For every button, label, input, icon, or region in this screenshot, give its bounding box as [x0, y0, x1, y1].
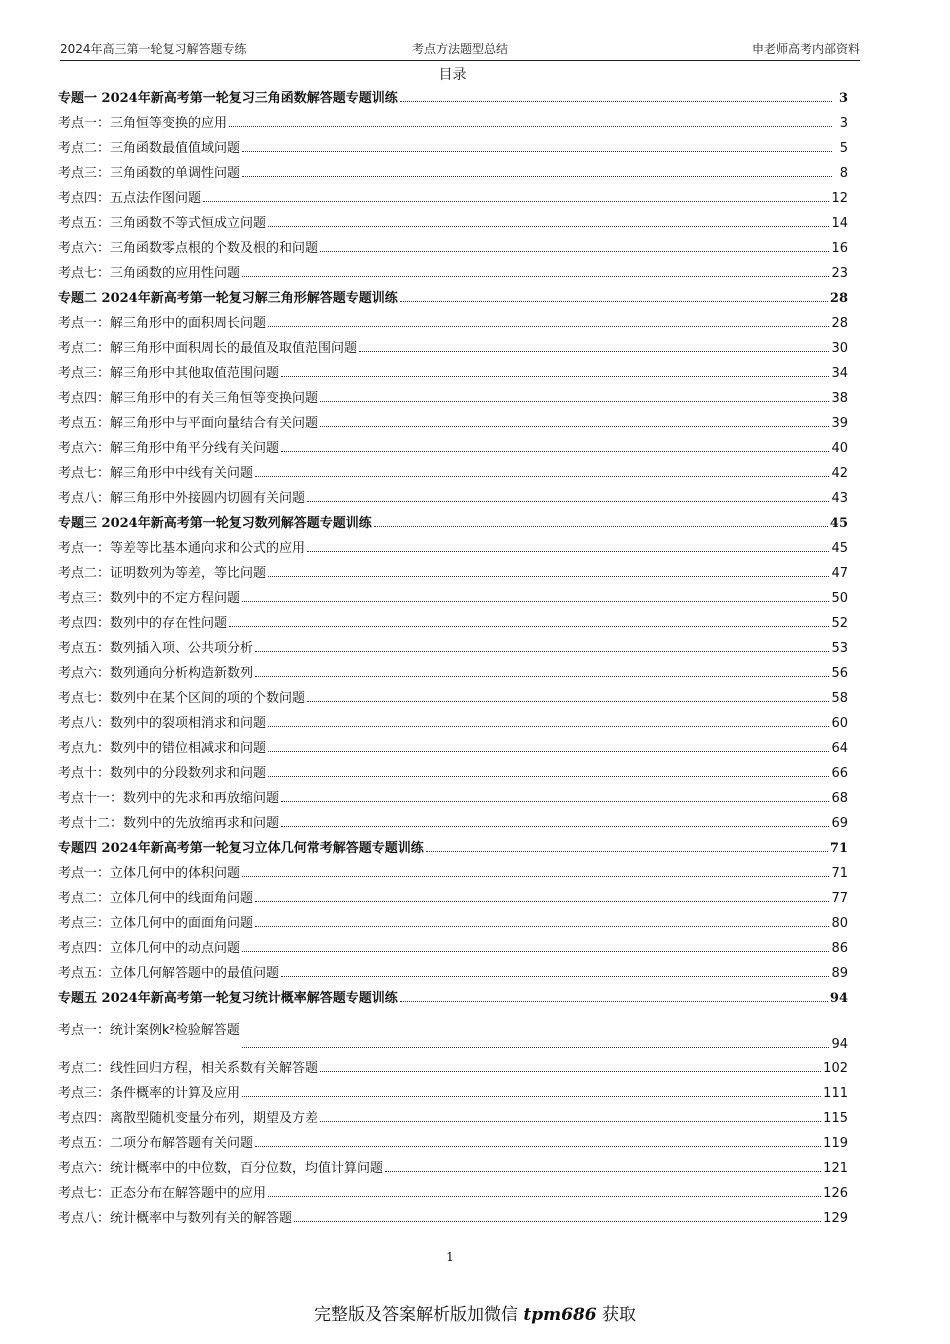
toc-entry-title: 考点三：数列中的不定方程问题 [58, 591, 241, 606]
toc-entry-title: 考点五：解三角形中与平面向量结合有关问题 [58, 416, 319, 431]
toc-entry-page: 94 [831, 1037, 848, 1052]
toc-item-entry [58, 161, 848, 186]
toc-item-entry [58, 336, 848, 361]
toc-title: 目录 [438, 67, 467, 83]
toc-entry-title: 专题五 2024年新高考第一轮复习统计概率解答题专题训练 [58, 991, 398, 1006]
toc-dot-leader [320, 401, 829, 402]
toc-entry-title: 考点五：立体几何解答题中的最值问题 [58, 966, 280, 981]
toc-dot-leader [320, 251, 829, 252]
toc-entry-page: 58 [831, 691, 848, 706]
toc-entry-page: 42 [831, 466, 848, 481]
footer-text-after: 获取 [602, 1305, 637, 1325]
toc-item-entry [58, 486, 848, 511]
toc-item-entry [58, 811, 848, 836]
toc-entry-title: 考点一：等差等比基本通向求和公式的应用 [58, 541, 306, 556]
toc-dot-leader [307, 701, 829, 702]
toc-entry-title: 考点一：统计案例k²检验解答题 [58, 1023, 240, 1038]
toc-entry-page: 5 [839, 141, 848, 156]
toc-entry-title: 专题二 2024年新高考第一轮复习解三角形解答题专题训练 [58, 291, 398, 306]
toc-entry-page: 3 [839, 116, 848, 131]
toc-dot-leader [268, 776, 829, 777]
toc-entry-page: 60 [831, 716, 848, 731]
toc-dot-leader [268, 226, 829, 227]
toc-entry-page: 111 [823, 1086, 848, 1101]
toc-entry-page: 8 [839, 166, 848, 181]
toc-entry-page: 34 [831, 366, 848, 381]
toc-entry-page: 56 [831, 666, 848, 681]
toc-item-entry [58, 186, 848, 211]
page-header [60, 40, 860, 60]
toc-entry-title: 专题三 2024年新高考第一轮复习数列解答题专题训练 [58, 516, 372, 531]
toc-entry-title: 专题四 2024年新高考第一轮复习立体几何常考解答题专题训练 [58, 841, 424, 856]
toc-entry-page: 86 [831, 941, 848, 956]
toc-dot-leader [359, 351, 829, 352]
toc-dot-leader [255, 676, 829, 677]
toc-dot-leader [242, 1096, 821, 1097]
toc-entry-page: 64 [831, 741, 848, 756]
toc-dot-leader [374, 526, 828, 527]
toc-dot-leader [229, 626, 829, 627]
toc-entry-page: 52 [831, 616, 848, 631]
toc-chapter-entry [58, 286, 848, 311]
toc-entry-title: 考点五：三角函数不等式恒成立问题 [58, 216, 267, 231]
toc-item-entry [58, 1131, 848, 1156]
toc-entry-title: 考点三：解三角形中其他取值范围问题 [58, 366, 280, 381]
toc-entry-page: 40 [831, 441, 848, 456]
toc-entry-title: 考点四：五点法作图问题 [58, 191, 202, 206]
toc-entry-page: 71 [829, 841, 848, 856]
toc-item-entry [58, 586, 848, 611]
toc-dot-leader [400, 301, 828, 302]
toc-dot-leader [320, 426, 829, 427]
toc-item-entry [58, 136, 848, 161]
toc-entry-title: 考点三：条件概率的计算及应用 [58, 1086, 241, 1101]
toc-dot-leader [268, 326, 829, 327]
toc-dot-leader [268, 726, 829, 727]
toc-entry-title: 考点一：解三角形中的面积周长问题 [58, 316, 267, 331]
toc-item-entry [58, 1156, 848, 1181]
toc-dot-leader [255, 476, 829, 477]
toc-item-entry [58, 761, 848, 786]
footer-text-before: 完整版及答案解析版加微信 [313, 1305, 518, 1325]
toc-dot-leader [320, 1121, 821, 1122]
toc-item-entry [58, 411, 848, 436]
toc-dot-leader [281, 451, 829, 452]
toc-entry-title: 考点八：数列中的裂项相消求和问题 [58, 716, 267, 731]
toc-entry-page: 38 [831, 391, 848, 406]
toc-entry-title: 专题一 2024年新高考第一轮复习三角函数解答题专题训练 [58, 91, 398, 106]
toc-dot-leader [255, 901, 829, 902]
toc-item-entry [58, 1056, 848, 1081]
table-of-contents [58, 86, 848, 1231]
toc-dot-leader [294, 1221, 821, 1222]
toc-entry-title: 考点六：三角函数零点根的个数及根的和问题 [58, 241, 319, 256]
toc-entry-page: 50 [831, 591, 848, 606]
toc-entry-title: 考点二：三角函数最值值域问题 [58, 141, 241, 156]
toc-entry-title: 考点九：数列中的错位相减求和问题 [58, 741, 267, 756]
toc-entry-title: 考点七：解三角形中中线有关问题 [58, 466, 254, 481]
toc-entry-page: 45 [831, 541, 848, 556]
toc-entry-title: 考点十一：数列中的先求和再放缩问题 [58, 791, 280, 806]
toc-item-entry [58, 611, 848, 636]
toc-item-entry [58, 961, 848, 986]
toc-dot-leader [203, 201, 829, 202]
toc-item-entry [58, 1106, 848, 1131]
toc-dot-leader [242, 176, 832, 177]
toc-entry-page: 39 [831, 416, 848, 431]
toc-entry-title: 考点八：统计概率中与数列有关的解答题 [58, 1211, 293, 1226]
toc-item-entry [58, 236, 848, 261]
header-divider [60, 60, 860, 61]
footer-wechat-id: tpm686 [523, 1305, 597, 1325]
toc-item-entry [58, 886, 848, 911]
toc-entry-page: 68 [831, 791, 848, 806]
toc-entry-page: 71 [831, 866, 848, 881]
toc-entry-page: 23 [831, 266, 848, 281]
toc-item-entry [58, 786, 848, 811]
toc-entry-title: 考点二：立体几何中的线面角问题 [58, 891, 254, 906]
page-number: 1 [446, 1250, 454, 1264]
toc-item-entry [58, 311, 848, 336]
toc-entry-title: 考点三：三角函数的单调性问题 [58, 166, 241, 181]
header-left-text: 2024年高三第一轮复习解答题专练 [60, 42, 247, 56]
toc-entry-page: 30 [831, 341, 848, 356]
toc-entry-title: 考点四：离散型随机变量分布列，期望及方差 [58, 1111, 319, 1126]
toc-dot-leader [229, 126, 832, 127]
toc-entry-title: 考点四：立体几何中的动点问题 [58, 941, 241, 956]
toc-item-entry [58, 211, 848, 236]
toc-dot-leader [281, 976, 829, 977]
toc-chapter-entry [58, 986, 848, 1011]
toc-item-entry [58, 361, 848, 386]
toc-item-entry [58, 261, 848, 286]
toc-entry-page: 14 [831, 216, 848, 231]
toc-entry-page: 102 [823, 1061, 848, 1076]
toc-entry-page: 47 [831, 566, 848, 581]
toc-entry-page: 129 [823, 1211, 848, 1226]
toc-dot-leader [242, 951, 829, 952]
toc-entry-page: 94 [829, 991, 848, 1006]
toc-entry-title: 考点七：三角函数的应用性问题 [58, 266, 241, 281]
toc-entry-title: 考点一：三角恒等变换的应用 [58, 116, 228, 131]
toc-chapter-entry [58, 836, 848, 861]
toc-item-entry [58, 386, 848, 411]
toc-entry-page: 16 [831, 241, 848, 256]
toc-item-entry [58, 636, 848, 661]
toc-entry-page: 12 [831, 191, 848, 206]
toc-item-entry [58, 661, 848, 686]
toc-dot-leader [400, 101, 832, 102]
toc-dot-leader [268, 751, 829, 752]
toc-entry-page: 53 [831, 641, 848, 656]
toc-chapter-entry [58, 511, 848, 536]
toc-item-entry [58, 1181, 848, 1206]
toc-item-entry [58, 686, 848, 711]
toc-entry-title: 考点五：二项分布解答题有关问题 [58, 1136, 254, 1151]
toc-entry-title: 考点六：解三角形中角平分线有关问题 [58, 441, 280, 456]
toc-entry-page: 121 [823, 1161, 848, 1176]
toc-item-entry [58, 936, 848, 961]
toc-dot-leader [255, 926, 829, 927]
toc-dot-leader [255, 1146, 821, 1147]
toc-item-entry [58, 911, 848, 936]
toc-entry-title: 考点十二：数列中的先放缩再求和问题 [58, 816, 280, 831]
toc-entry-title: 考点二：线性回归方程，相关系数有关解答题 [58, 1061, 319, 1076]
footer-note [0, 1300, 950, 1325]
toc-entry-title: 考点七：数列中在某个区间的项的个数问题 [58, 691, 306, 706]
toc-dot-leader [242, 601, 829, 602]
header-right-text: 申老师高考内部资料 [751, 42, 860, 56]
toc-entry-page: 89 [831, 966, 848, 981]
toc-entry-page: 28 [831, 316, 848, 331]
toc-entry-title: 考点八：解三角形中外接圆内切圆有关问题 [58, 491, 306, 506]
toc-item-entry [58, 561, 848, 586]
toc-item-entry [58, 111, 848, 136]
toc-item-entry [58, 736, 848, 761]
toc-entry-title: 考点六：数列通向分析构造新数列 [58, 666, 254, 681]
toc-dot-leader [426, 851, 828, 852]
toc-dot-leader [307, 551, 829, 552]
toc-dot-leader [281, 826, 829, 827]
toc-item-entry [58, 711, 848, 736]
toc-item-entry [58, 861, 848, 886]
toc-entry-title: 考点六：统计概率中的中位数，百分位数，均值计算问题 [58, 1161, 384, 1176]
toc-dot-leader [307, 501, 829, 502]
toc-dot-leader [385, 1171, 821, 1172]
toc-item-entry [58, 436, 848, 461]
toc-chapter-entry [58, 86, 848, 111]
toc-entry-title: 考点七：正态分布在解答题中的应用 [58, 1186, 267, 1201]
toc-entry-page: 69 [831, 816, 848, 831]
toc-entry-title: 考点二：解三角形中面积周长的最值及取值范围问题 [58, 341, 358, 356]
toc-item-entry [58, 536, 848, 561]
toc-entry-page: 77 [831, 891, 848, 906]
toc-item-entry [58, 1206, 848, 1231]
toc-entry-page: 45 [829, 516, 848, 531]
toc-dot-leader [242, 276, 829, 277]
toc-dot-leader [242, 876, 829, 877]
toc-entry-page: 66 [831, 766, 848, 781]
toc-entry-page: 28 [829, 291, 848, 306]
toc-dot-leader [400, 1001, 828, 1002]
toc-entry-page: 115 [823, 1111, 848, 1126]
toc-entry-page: 43 [831, 491, 848, 506]
toc-dot-leader [255, 651, 829, 652]
toc-entry-title: 考点五：数列插入项、公共项分析 [58, 641, 254, 656]
toc-entry-title: 考点二：证明数列为等差，等比问题 [58, 566, 267, 581]
toc-entry-title: 考点三：立体几何中的面面角问题 [58, 916, 254, 931]
toc-dot-leader [242, 151, 832, 152]
toc-entry-title: 考点一：立体几何中的体积问题 [58, 866, 241, 881]
toc-dot-leader [320, 1071, 821, 1072]
toc-entry-title: 考点四：数列中的存在性问题 [58, 616, 228, 631]
toc-item-entry [58, 461, 848, 486]
toc-item-entry [58, 1081, 848, 1106]
toc-item-entry [58, 1011, 848, 1056]
toc-dot-leader [268, 576, 829, 577]
toc-entry-page: 126 [823, 1186, 848, 1201]
toc-entry-title: 考点十：数列中的分段数列求和问题 [58, 766, 267, 781]
toc-dot-leader [268, 1196, 821, 1197]
toc-entry-page: 3 [838, 91, 848, 106]
toc-dot-leader [242, 1047, 830, 1048]
toc-entry-page: 80 [831, 916, 848, 931]
toc-dot-leader [281, 376, 829, 377]
toc-entry-title: 考点四：解三角形中的有关三角恒等变换问题 [58, 391, 319, 406]
toc-entry-page: 119 [823, 1136, 848, 1151]
toc-dot-leader [281, 801, 829, 802]
header-center-text: 考点方法题型总结 [411, 42, 508, 56]
